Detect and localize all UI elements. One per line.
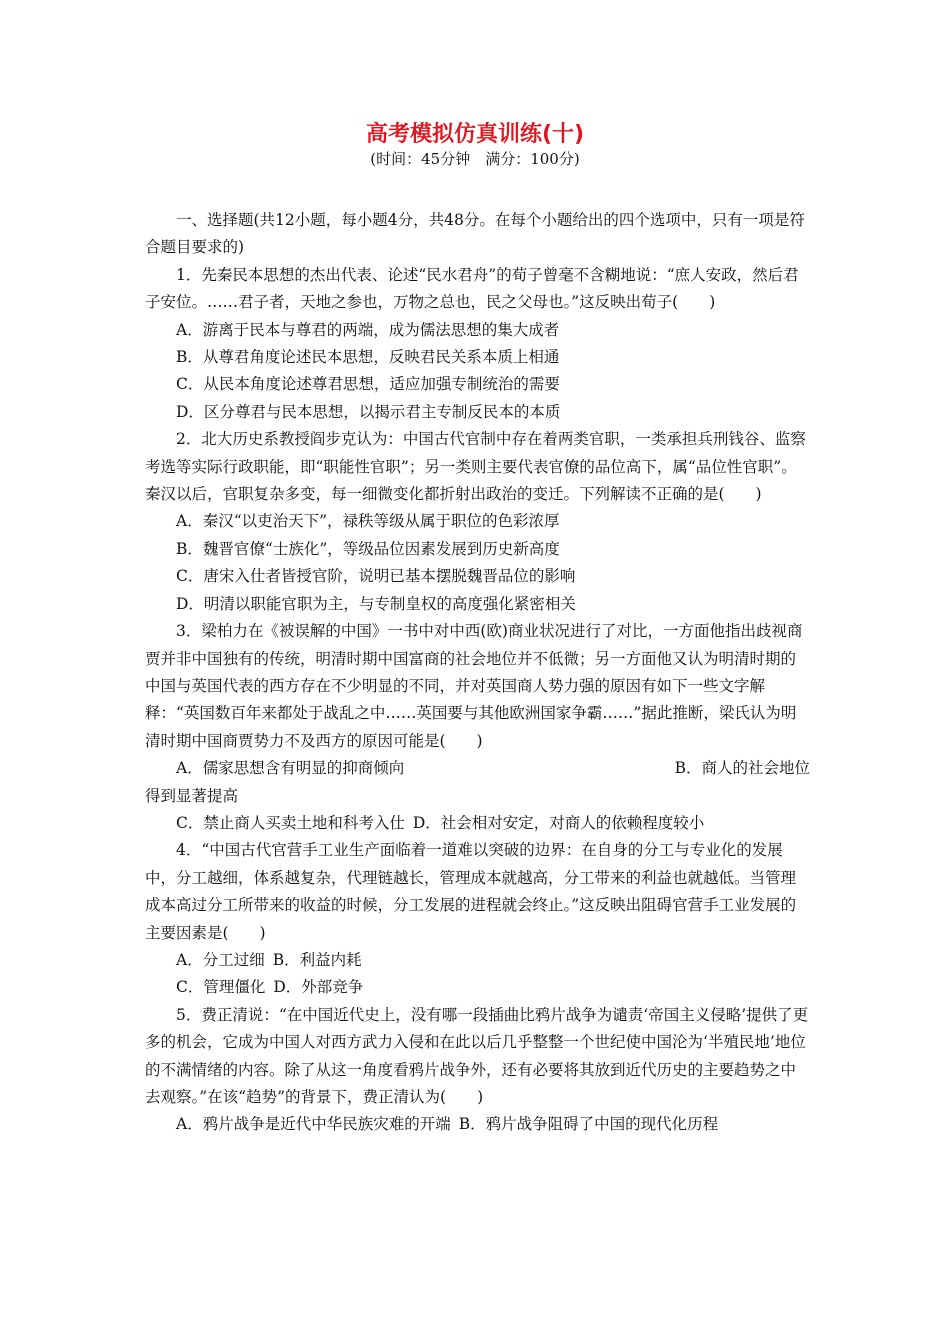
question-2-option-b: B．魏晋官僚“士族化”，等级品位因素发展到历史新高度 <box>176 539 560 558</box>
question-3-stem: 3．梁柏力在《被误解的中国》一书中对中西(欧)商业状况进行了对比，一方面他指出歧视商贾并非中国独有的传统，明清时期中国富商的社会地位并不低微；另一方面他又认为明清时期的中国与英国代表的西方存在不少明显的不同，并对英国商人势力强的原因有如下一些文字解释：“英国数百年来都处于战乱之中……英国要与其他欧洲国家争霸……”据此推断，梁氏认为明清时期中国商贾势力不及西方的原因可能是( ) <box>145 622 803 750</box>
question-4-option-d: D．外部竞争 <box>273 978 364 997</box>
question-5-stem: 5．费正清说：“在中国近代史上，没有哪一段插曲比鸦片战争为谴责‘帝国主义侵略’提供了更多的机会，它成为中国人对西方武力入侵和在此以后几乎整整一个世纪使中国沦为‘半殖民地’地位的不满情绪的内容。除了从这一角度看鸦片战争外，还有必要将其放到近代历史的主要趋势之中去观察。”在该“趋势”的背景下，费正清认为( ) <box>145 1005 809 1106</box>
question-2-option-d: D．明清以职能官职为主，与专制皇权的高度强化紧密相关 <box>176 594 576 613</box>
question-5-options-row-1 <box>145 1111 810 1138</box>
question-5-option-b: B．鸦片战争阻碍了中国的现代化历程 <box>458 1115 719 1134</box>
section-intro: 一、选择题(共12小题，每小题4分，共48分。在每个小题给出的四个选项中，只有一项是符合题目要求的) <box>145 211 805 257</box>
question-1-option-c: C．从民本角度论述尊君思想，适应加强专制统治的需要 <box>176 375 560 394</box>
question-2-stem: 2．北大历史系教授阎步克认为：中国古代官制中存在着两类官职，一类承担兵刑钱谷、监察考选等实际行政职能，即“职能性官职”；另一类则主要代表官僚的品位高下，属“品位性官职”。秦汉以后，官职复杂多变，每一细微变化都折射出政治的变迁。下列解读不正确的是( ) <box>145 430 806 504</box>
question-4-option-a: A．分工过细 <box>176 950 265 969</box>
question-4-option-b: B．利益内耗 <box>272 950 362 969</box>
document-body <box>145 207 810 1139</box>
question-2-option-a: A．秦汉“以吏治天下”，禄秩等级从属于职位的色彩浓厚 <box>176 512 560 531</box>
question-3-option-b: B．商人的社会地位 <box>674 759 810 778</box>
question-3-options-row-1 <box>145 755 810 782</box>
question-3-option-b-continued: 得到显著提高 <box>145 786 239 805</box>
question-5-option-a: A．鸦片战争是近代中华民族灾难的开端 <box>176 1115 451 1134</box>
question-1-option-a: A．游离于民本与尊君的两端，成为儒法思想的集大成者 <box>176 320 560 339</box>
page-subtitle: (时间：45分钟 满分：100分) <box>370 150 580 168</box>
page-title: 高考模拟仿真训练(十) <box>365 122 585 147</box>
question-3-option-c: C．禁止商人买卖土地和科考入仕 <box>176 813 405 832</box>
question-4-options-row-2 <box>145 974 810 1001</box>
question-4-options-row-1 <box>145 947 810 974</box>
question-1-stem: 1．先秦民本思想的杰出代表、论述“民水君舟”的荀子曾毫不含糊地说：“庶人安政，然后君子安位。……君子者，天地之参也，万物之总也，民之父母也。”这反映出荀子( ) <box>145 265 799 312</box>
question-3-option-d: D．社会相对安定，对商人的依赖程度较小 <box>412 813 705 832</box>
question-4-option-c: C．管理僵化 <box>176 978 266 997</box>
question-4-stem: 4．“中国古代官营手工业生产面临着一道难以突破的边界：在自身的分工与专业化的发展中，分工越细，体系越复杂，代理链越长，管理成本就越高，分工带来的利益也就越低。当管理成本高过分工所带来的收益的时候，分工发展的进程就会终止。”这反映出阻碍官营手工业发展的主要因素是( ) <box>145 841 797 942</box>
question-1-option-d: D．区分尊君与民本思想，以揭示君主专制反民本的本质 <box>176 402 561 421</box>
question-1-option-b: B．从尊君角度论述民本思想，反映君民关系本质上相通 <box>176 348 560 367</box>
question-3-options-row-2 <box>145 810 810 837</box>
question-3-option-a: A．儒家思想含有明显的抑商倾向 <box>176 759 405 778</box>
question-2-option-c: C．唐宋入仕者皆授官阶，说明已基本摆脱魏晋品位的影响 <box>176 567 576 586</box>
